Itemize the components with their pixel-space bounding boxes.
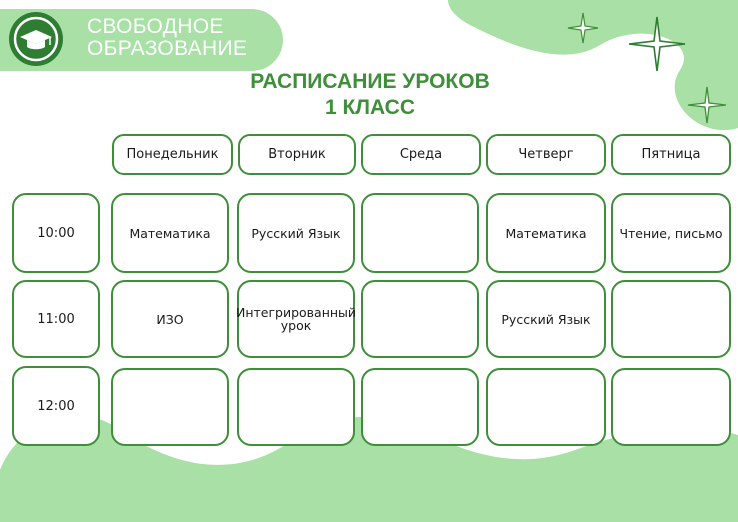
lesson-cell: [237, 368, 355, 446]
brand-line-1: СВОБОДНОЕ: [87, 15, 224, 38]
lesson-cell: Русский Язык: [237, 193, 355, 273]
lesson-cell: [611, 368, 731, 446]
time-slot-1: 10:00: [12, 193, 100, 273]
lesson-cell: Чтение, письмо: [611, 193, 731, 273]
lesson-cell: Математика: [486, 193, 606, 273]
day-header-tuesday: Вторник: [238, 134, 356, 175]
graduation-cap-icon: [8, 11, 64, 67]
day-header-friday: Пятница: [611, 134, 731, 175]
day-header-monday: Понедельник: [112, 134, 233, 175]
lesson-cell: [361, 193, 479, 273]
lesson-cell: ИЗО: [111, 280, 229, 358]
lesson-cell: [111, 368, 229, 446]
sparkle-star-icon: [567, 12, 599, 44]
lesson-cell: Русский Язык: [486, 280, 606, 358]
page-title: [200, 69, 540, 121]
lesson-cell: [361, 368, 479, 446]
brand-name: [87, 16, 277, 60]
time-slot-3: 12:00: [12, 366, 100, 446]
sparkle-star-icon: [687, 86, 727, 124]
sparkle-star-icon: [628, 16, 686, 72]
lesson-cell: Математика: [111, 193, 229, 273]
day-header-thursday: Четверг: [486, 134, 606, 175]
brand-line-2: ОБРАЗОВАНИЕ: [87, 37, 248, 60]
time-slot-2: 11:00: [12, 280, 100, 358]
lesson-cell: Интегрированный урок: [237, 280, 355, 358]
day-header-wednesday: Среда: [361, 134, 481, 175]
lesson-cell: [361, 280, 479, 358]
lesson-cell: [486, 368, 606, 446]
title-line-1: РАСПИСАНИЕ УРОКОВ: [250, 70, 490, 93]
lesson-cell: [611, 280, 731, 358]
title-line-2: 1 КЛАСС: [324, 96, 416, 119]
